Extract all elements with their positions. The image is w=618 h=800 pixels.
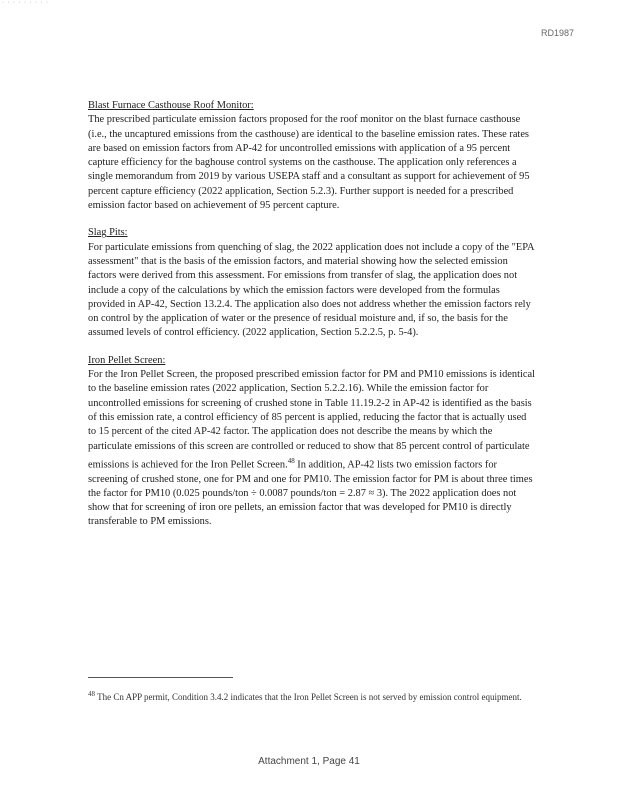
page-content: [88, 99, 536, 543]
body-part-1: For the Iron Pellet Screen, the proposed prescribed emission factor for PM and PM10 emissions is identical to the baseline emission rates (2022 application, Section 5.2.2.16). While the emission factor for uncontrolled emissions for screening of crushed stone in Table 11.19.2-2 in AP-42 is identified as the basis of this emission rate, a control efficiency of 85 percent is applied, reducing the factor that is actually used to 15 percent of the cited AP-42 factor. The application does not describe the means by which the particulate emissions of this screen are controlled or reduced to show that 85 percent control of particulate emissions is achieved for the Iron Pellet Screen.: [88, 369, 536, 471]
footnote: [88, 688, 533, 704]
page-footer: Attachment 1, Page 41: [258, 756, 360, 767]
footnote-text: The Cn APP permit, Condition 3.4.2 indicates that the Iron Pellet Screen is not served by emission control equipment.: [95, 692, 522, 702]
footnote-reference[interactable]: 48: [287, 456, 295, 465]
body-part-2: In addition, AP-42 lists two emission factors for screening of crushed stone, one for PM and one for PM10. The emission factor for PM is about three times the factor for PM10 (0.025 pounds/ton ÷ 0.0087 pounds/ton = 2.87 ≈ 3). The 2022 application does not show that for screening of iron ore pellets, an emission factor that was developed for PM10 is directly transferable to PM emissions.: [88, 459, 533, 528]
scan-corner-mark: · · · · · · · · ·: [2, 0, 49, 6]
section-heading-slag-pits: Slag Pits:: [88, 227, 128, 239]
section-body-roof-monitor: The prescribed particulate emission factors proposed for the roof monitor on the blast furnace casthouse (i.e., the uncaptured emissions from the casthouse) are identical to the baseline emission rates. These rates are based on emission factors from AP-42 for uncontrolled emissions with application of a 95 percent capture efficiency for the baghouse control systems on the casthouse. The application only references a single memorandum from 2019 by various USEPA staff and a consultant as support for achievement of 95 percent capture efficiency (2022 application, Section 5.2.3). Further support is needed for a prescribed emission factor based on achievement of 95 percent capture.: [88, 114, 530, 212]
footnote-number: 48: [88, 690, 95, 698]
footnote-divider: [88, 677, 233, 678]
section-body-iron-pellet-screen: [88, 368, 536, 530]
section-heading-roof-monitor: Blast Furnace Casthouse Roof Monitor:: [88, 100, 254, 111]
section-heading-iron-pellet-screen: Iron Pellet Screen:: [88, 354, 166, 366]
document-id: RD1987: [540, 28, 574, 38]
section-body-slag-pits: For particulate emissions from quenching of slag, the 2022 application does not include a copy of the "EPA assessment" that is the basis of the emission factors, and material showing how the selected emission factors were derived from this assessment. For emissions from transfer of slag, the application does not include a copy of the calculations by which the emission factors were developed from the formulas provided in AP-42, Section 13.2.4. The application also does not address whether the emission factors rely on control by the application of water or the presence of residual moisture and, if so, the basis for the assumed levels of control efficiency. (2022 application, Section 5.2.2.5, p. 5-4).: [88, 241, 534, 339]
